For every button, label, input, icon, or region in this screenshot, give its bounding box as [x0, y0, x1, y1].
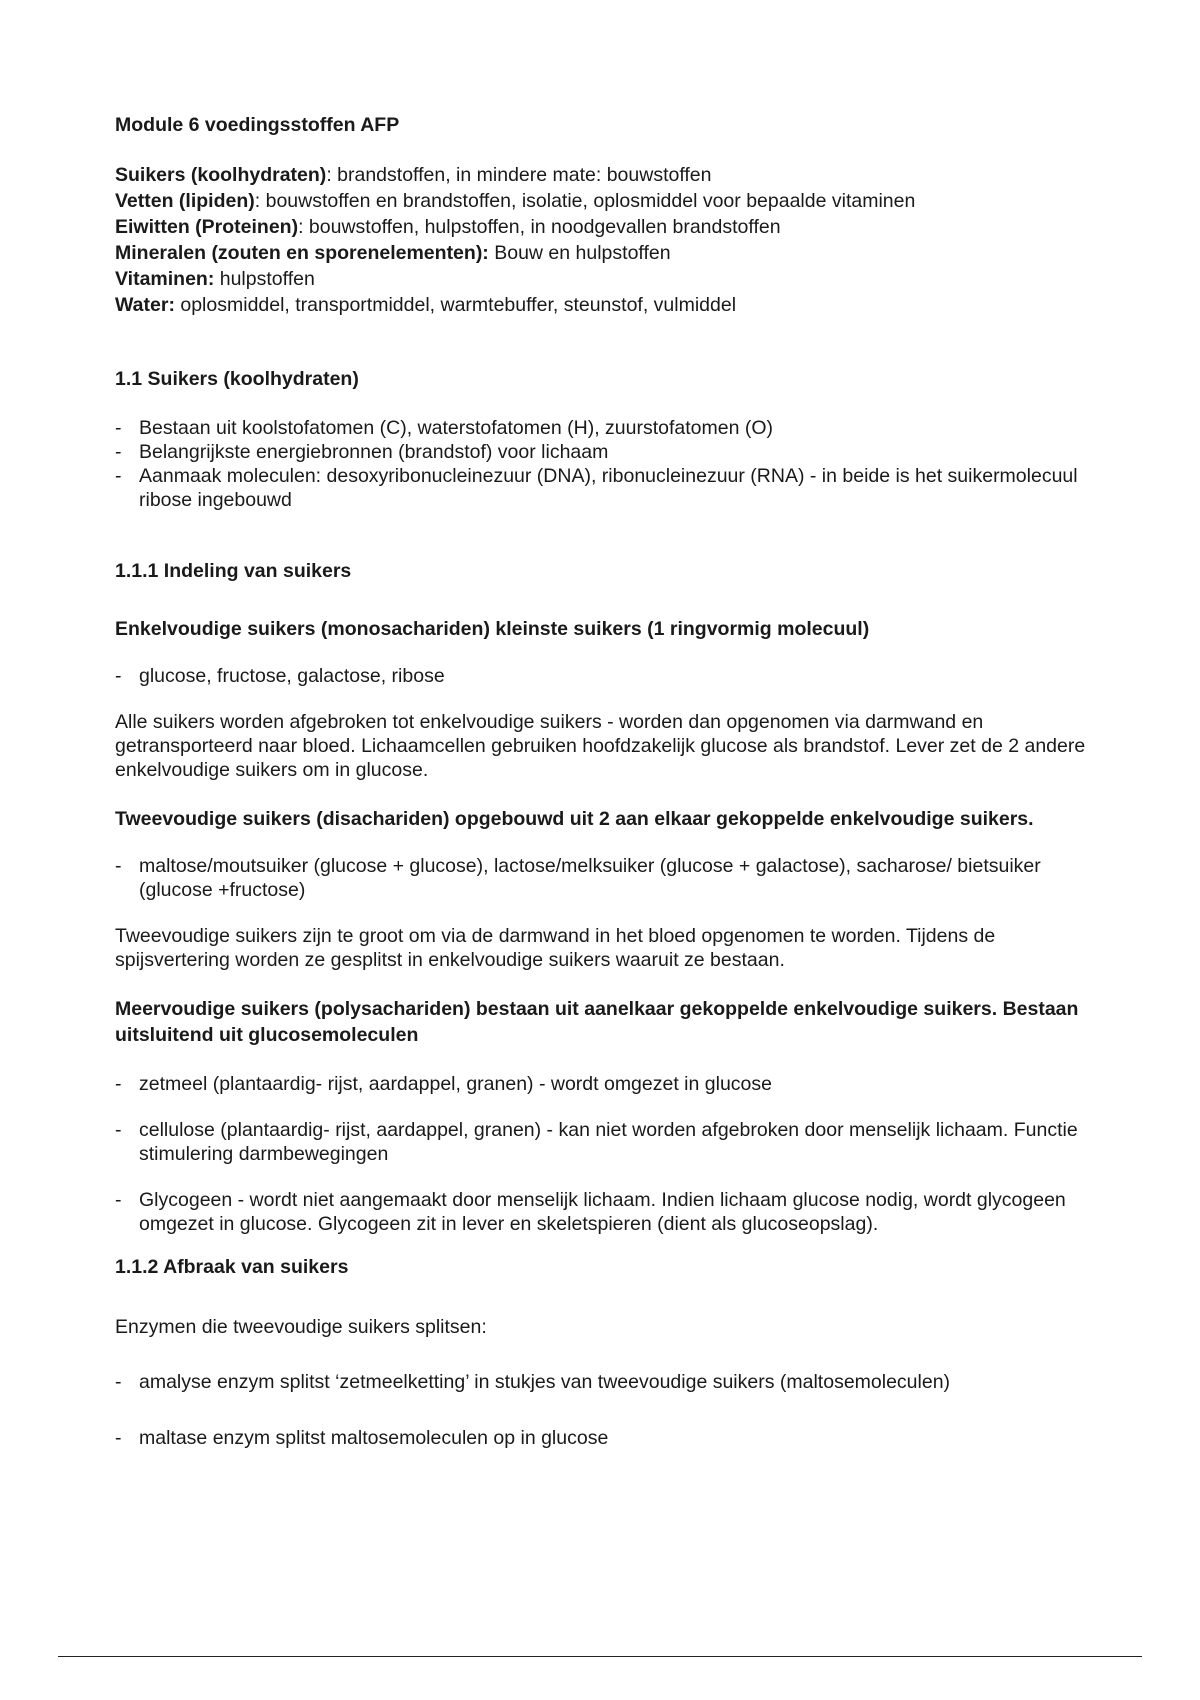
overview-key: Vitaminen:	[115, 268, 215, 290]
overview-value: hulpstoffen	[214, 268, 315, 290]
overview-key: Suikers (koolhydraten)	[115, 164, 327, 186]
overview-line	[115, 240, 1095, 266]
dash-marker: -	[115, 465, 122, 487]
overview-line	[115, 214, 1095, 240]
dash-marker: -	[115, 855, 122, 877]
poly-heading: Meervoudige suikers (polysachariden) bestaan uit aanelkaar gekoppelde enkelvoudige suikers. Bestaan uitsluitend uit glucosemoleculen	[115, 998, 1079, 1046]
list-item	[115, 1426, 1095, 1450]
overview-sep: :	[298, 216, 304, 238]
overview-line	[115, 292, 1095, 318]
overview-value: brandstoffen, in mindere mate: bouwstoffen	[331, 164, 712, 186]
list-item-text: Glycogeen - wordt niet aangemaakt door menselijk lichaam. Indien lichaam glucose nodig, wordt glycogeen omgezet in glucose. Glycogeen zit in lever en skeletspieren (dient als glucoseopslag).	[139, 1189, 1066, 1235]
enzymes-intro: Enzymen die tweevoudige suikers splitsen:	[115, 1316, 487, 1338]
list-item-text: Aanmaak moleculen: desoxyribonucleinezuur (DNA), ribonucleinezuur (RNA) - in beide is het suikermolecuul ribose ingebouwd	[139, 465, 1078, 511]
list-item	[115, 1370, 1095, 1394]
dash-marker: -	[115, 1189, 122, 1211]
mono-heading: Enkelvoudige suikers (monosachariden) kleinste suikers (1 ringvormig molecuul)	[115, 618, 870, 640]
overview-value: bouwstoffen, hulpstoffen, in noodgevallen brandstoffen	[303, 216, 781, 238]
di-bullets	[115, 854, 1095, 902]
list-item	[115, 1188, 1095, 1236]
document-title: Module 6 voedingsstoffen AFP	[115, 114, 400, 136]
dash-marker: -	[115, 665, 122, 687]
di-paragraph: Tweevoudige suikers zijn te groot om via de darmwand in het bloed opgenomen te worden. Tijdens de spijsvertering worden ze gesplitst in enkelvoudige suikers waaruit ze bestaan.	[115, 925, 996, 971]
mono-bullets	[115, 664, 1095, 688]
document-page	[115, 112, 1095, 1450]
list-item	[115, 440, 1095, 464]
subsection-heading: 1.1.2 Afbraak van suikers	[115, 1256, 349, 1278]
overview-key: Eiwitten (Proteinen)	[115, 216, 299, 238]
overview-sep: :	[254, 190, 261, 212]
list-item	[115, 664, 1095, 688]
list-item-text: glucose, fructose, galactose, ribose	[139, 665, 445, 687]
overview-sep: :	[326, 164, 332, 186]
list-item-text: maltose/moutsuiker (glucose + glucose), lactose/melksuiker (glucose + galactose), sacharose/ bietsuiker (glucose +fructose)	[139, 855, 1041, 901]
overview-key: Vetten (lipiden)	[115, 190, 255, 212]
dash-marker: -	[115, 441, 122, 463]
list-item-text: maltase enzym splitst maltosemoleculen op in glucose	[139, 1427, 609, 1449]
list-item	[115, 1072, 1095, 1096]
enzyme-bullets	[115, 1370, 1095, 1450]
footer-rule	[58, 1656, 1142, 1657]
mono-paragraph: Alle suikers worden afgebroken tot enkelvoudige suikers - worden dan opgenomen via darmwand en getransporteerd naar bloed. Lichaamcellen gebruiken hoofdzakelijk glucose als brandstof. Lever zet de 2 andere enkelvoudige suikers om in glucose.	[115, 711, 1086, 781]
list-item	[115, 1118, 1095, 1166]
overview-key: Mineralen (zouten en sporenelementen):	[115, 242, 489, 264]
list-item	[115, 416, 1095, 440]
overview-value: Bouw en hulpstoffen	[488, 242, 671, 264]
overview-line	[115, 266, 1095, 292]
overview-value: oplosmiddel, transportmiddel, warmtebuffer, steunstof, vulmiddel	[174, 294, 737, 316]
dash-marker: -	[115, 417, 122, 439]
section-bullets	[115, 416, 1095, 512]
list-item-text: Bestaan uit koolstofatomen (C), waterstofatomen (H), zuurstofatomen (O)	[139, 417, 774, 439]
overview-value: bouwstoffen en brandstoffen, isolatie, oplosmiddel voor bepaalde vitaminen	[260, 190, 916, 212]
dash-marker: -	[115, 1073, 122, 1095]
list-item-text: amalyse enzym splitst ‘zetmeelketting’ in stukjes van tweevoudige suikers (maltosemoleculen)	[139, 1371, 951, 1393]
list-item-text: zetmeel (plantaardig- rijst, aardappel, granen) - wordt omgezet in glucose	[139, 1073, 772, 1095]
poly-bullets	[115, 1072, 1095, 1236]
list-item	[115, 464, 1095, 512]
list-item-text: cellulose (plantaardig- rijst, aardappel, granen) - kan niet worden afgebroken door menselijk lichaam. Functie stimulering darmbewegingen	[139, 1119, 1078, 1165]
list-item-text: Belangrijkste energiebronnen (brandstof) voor lichaam	[139, 441, 609, 463]
list-item	[115, 854, 1095, 902]
overview-line	[115, 188, 1095, 214]
nutrient-overview	[115, 162, 1095, 318]
subsection-heading: 1.1.1 Indeling van suikers	[115, 560, 352, 582]
section-heading: 1.1 Suikers (koolhydraten)	[115, 368, 359, 390]
dash-marker: -	[115, 1119, 122, 1141]
dash-marker: -	[115, 1371, 122, 1393]
di-heading: Tweevoudige suikers (disachariden) opgebouwd uit 2 aan elkaar gekoppelde enkelvoudige suikers.	[115, 808, 1034, 830]
dash-marker: -	[115, 1427, 122, 1449]
overview-line	[115, 162, 1095, 188]
overview-key: Water:	[115, 294, 175, 316]
